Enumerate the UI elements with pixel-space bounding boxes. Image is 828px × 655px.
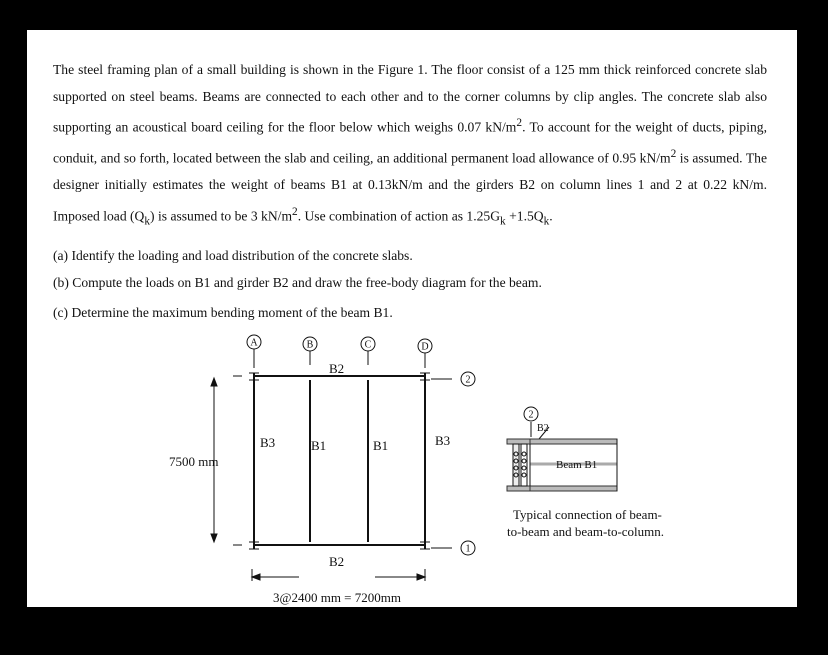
detail-grid-label: 2 — [528, 409, 534, 421]
detail-caption-line2: to-beam and beam-to-column. — [507, 524, 665, 539]
subscript: k — [500, 215, 506, 228]
question-a: (a) Identify the loading and load distribution of the concrete slabs. — [53, 248, 413, 263]
framing-plan-figure — [27, 30, 797, 607]
column-label-a: A — [250, 337, 258, 349]
detail-caption-line1: Typical connection of beam- — [513, 507, 662, 522]
sentence-part: . — [549, 208, 553, 224]
width-dimension-line — [252, 569, 425, 581]
height-dimension-text: 7500 mm — [169, 454, 219, 469]
column-label-b: B — [306, 339, 314, 351]
question-b: (b) Compute the loads on B1 and girder B2 and draw the free-body diagram for the beam. — [53, 275, 542, 290]
sentence-part: . To account for the weight of ducts, piping, conduit, and so forth, located between the slab and ceiling, an additional permanent load allowance of 0.95 kN/m — [53, 119, 767, 166]
sentence-part: . Use combination of action as 1.25G — [297, 208, 501, 224]
column-label-c: C — [364, 339, 372, 351]
girder-label-bottom: B2 — [329, 554, 345, 569]
sentence-part: is assumed. The designer initially estimates the weight of beams B1 at 0.13kN/m and the girders B2 on column lines 1 and 2 at 0.22 kN/m. Imposed load (Q — [53, 150, 767, 224]
question-c: (c) Determine the maximum bending moment of the beam B1. — [53, 305, 393, 320]
edge-beam-label-right: B3 — [435, 433, 451, 448]
column-label-d: D — [421, 341, 429, 353]
subscript: k — [144, 215, 151, 228]
intro-text: The steel framing plan of a small building is shown in the Figure 1. The floor consist of a 125 mm thick reinforced concrete slab supported on steel beams. Beams are connected to each other and to the corner columns by clip angles. The concrete slab also supporting an acoustical board ceiling for the floor below which weighs 0.07 kN/m — [53, 62, 767, 135]
superscript: 2 — [670, 148, 677, 161]
subscript: k — [543, 215, 550, 228]
edge-beam-label-left: B3 — [260, 435, 276, 450]
beam-b1-label-right: B1 — [373, 438, 389, 453]
row-label-1: 1 — [465, 543, 471, 555]
sentence-part: +1.5Q — [505, 208, 544, 224]
detail-girder-label: B2 — [537, 423, 549, 434]
superscript: 2 — [516, 117, 523, 130]
document-page — [27, 30, 797, 607]
connection-detail — [507, 407, 617, 491]
width-dimension-text: 3@2400 mm = 7200mm — [272, 590, 402, 605]
superscript: 2 — [292, 206, 298, 219]
girder-label-top: B2 — [329, 361, 345, 376]
detail-beam-label: Beam B1 — [556, 459, 598, 471]
beam-b1-label-left: B1 — [311, 438, 327, 453]
row-label-2: 2 — [465, 374, 471, 386]
sentence-part: ) is assumed to be 3 kN/m — [150, 208, 293, 224]
